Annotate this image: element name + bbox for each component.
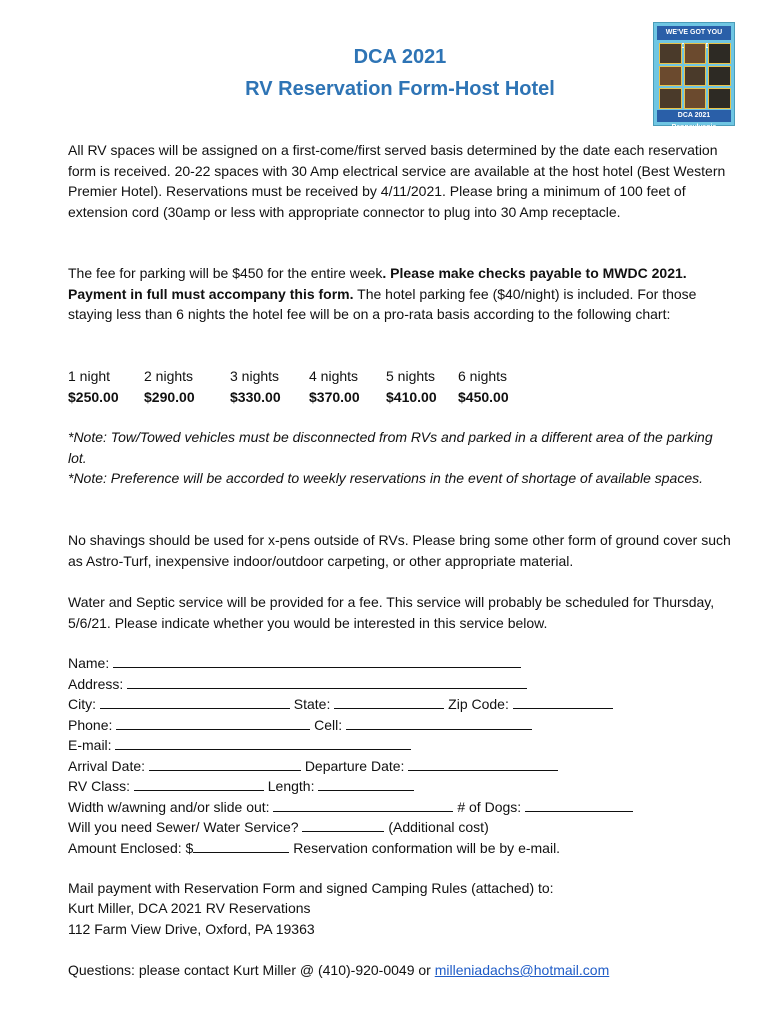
logo-dog-grid: [659, 43, 731, 109]
address-field[interactable]: [127, 674, 527, 689]
questions-text: Questions: please contact Kurt Miller @ (410)-920-0049 or: [68, 962, 435, 978]
dca-logo: [653, 22, 735, 131]
rate-price: $410.00: [386, 388, 437, 405]
arrival-label: Arrival Date:: [68, 758, 146, 774]
length-field[interactable]: [318, 776, 414, 791]
rv-class-label: RV Class:: [68, 778, 130, 794]
name-row: [68, 653, 521, 674]
rv-class-row: [68, 776, 414, 797]
city-field[interactable]: [100, 694, 290, 709]
cell-field[interactable]: [346, 715, 532, 730]
width-field[interactable]: [273, 797, 453, 812]
shavings-paragraph: No shavings should be used for x-pens outside of RVs. Please bring some other form of ground cover such as Astro-Turf, inexpensive indoor/outdoor carpeting, or other appropriate material.: [68, 532, 731, 569]
rv-class-field[interactable]: [134, 776, 264, 791]
departure-label: Departure Date:: [304, 758, 405, 774]
fee-text: The fee for parking will be $450 for the entire week: [68, 265, 383, 281]
state-field[interactable]: [334, 694, 444, 709]
mail-line-3: 112 Farm View Drive, Oxford, PA 19363: [68, 921, 315, 937]
width-label: Width w/awning and/or slide out:: [68, 799, 270, 815]
email-field[interactable]: [115, 735, 411, 750]
cell-label: Cell:: [314, 717, 343, 733]
arrival-field[interactable]: [149, 756, 301, 771]
rate-nights: 5 nights: [386, 368, 436, 384]
rate-5-nights: [386, 366, 437, 407]
phone-field[interactable]: [116, 715, 310, 730]
rate-nights: 1 night: [68, 368, 111, 384]
additional-cost-label: (Additional cost): [388, 819, 489, 835]
dogs-label: # of Dogs:: [457, 799, 522, 815]
sewer-label: Will you need Sewer/ Water Service?: [68, 819, 299, 835]
email-label: E-mail:: [68, 737, 112, 753]
logo-bottom-text: DCA 2021 Pennsylvania: [657, 110, 731, 122]
rate-4-nights: [309, 366, 360, 407]
dogs-field[interactable]: [525, 797, 633, 812]
width-dogs-row: [68, 797, 633, 818]
rate-3-nights: [230, 366, 281, 407]
rate-price: $330.00: [230, 388, 281, 405]
mail-line-1: Mail payment with Reservation Form and signed Camping Rules (attached) to:: [68, 880, 554, 896]
phone-label: Phone:: [68, 717, 113, 733]
rate-nights: 4 nights: [309, 368, 359, 384]
city-state-zip-row: [68, 694, 613, 715]
amount-label: Amount Enclosed: $: [68, 840, 194, 856]
sewer-field[interactable]: [302, 817, 384, 832]
intro-paragraph: All RV spaces will be assigned on a first-come/first served basis determined by the date each reservation form is received. 20-22 spaces with 30 Amp electrical service are available at the host hotel (Best Western Premier Hotel). Reservations must be received by 4/11/2021. Please bring a minimum of 100 feet of extension cord (30amp or less with appropriate connector to plug into 30 Amp receptacle.: [68, 142, 726, 220]
rate-price: $450.00: [458, 388, 509, 405]
contact-email-link[interactable]: milleniadachs@hotmail.com: [434, 962, 610, 978]
rate-nights: 6 nights: [458, 368, 508, 384]
zip-field[interactable]: [513, 694, 613, 709]
rate-2-nights: [144, 366, 195, 407]
fee-payable-text: . Please make checks payable to MWDC 2021. Payment in full must accompany this form.: [68, 265, 687, 302]
length-label: Length:: [267, 778, 315, 794]
address-label: Address:: [68, 676, 124, 692]
city-label: City:: [68, 696, 96, 712]
rate-1-night: [68, 366, 119, 407]
departure-field[interactable]: [408, 756, 558, 771]
amount-row: [68, 838, 560, 859]
mail-line-2: Kurt Miller, DCA 2021 RV Reservations: [68, 900, 311, 916]
sewer-row: [68, 817, 489, 838]
rate-nights: 3 nights: [230, 368, 280, 384]
zip-label: Zip Code:: [448, 696, 509, 712]
amount-field[interactable]: [193, 838, 289, 853]
phone-cell-row: [68, 715, 532, 736]
rate-6-nights: [458, 366, 509, 407]
fee-prorata-text: The hotel parking fee ($40/night) is included. For those staying less than 6 nights the hotel fee will be on a pro-rata basis according to the following chart:: [68, 285, 697, 322]
note-tow-vehicles: *Note: Tow/Towed vehicles must be disconnected from RVs and parked in a different area of the parking lot.: [68, 429, 713, 466]
questions-line: [68, 960, 609, 981]
rate-price: $370.00: [309, 388, 360, 405]
dates-row: [68, 756, 558, 777]
rate-nights: 2 nights: [144, 368, 194, 384]
water-septic-paragraph: Water and Septic service will be provided for a fee. This service will probably be scheduled for Thursday, 5/6/21. Please indicate whether you would be interested in this service below.: [68, 594, 715, 631]
note-preference: *Note: Preference will be accorded to weekly reservations in the event of shortage of available spaces.: [68, 470, 704, 486]
confirmation-text: Reservation conformation will be by e-mail.: [293, 840, 561, 856]
rate-price: $250.00: [68, 388, 119, 405]
form-title: RV Reservation Form-Host Hotel: [245, 78, 555, 100]
rate-price: $290.00: [144, 388, 195, 405]
logo-top-text: WE'VE GOT YOU: [657, 26, 731, 40]
name-field[interactable]: [113, 653, 521, 668]
address-row: [68, 674, 527, 695]
state-label: State:: [293, 696, 331, 712]
email-row: [68, 735, 411, 756]
name-label: Name:: [68, 655, 110, 671]
fee-paragraph: [68, 263, 733, 325]
form-title-year: DCA 2021: [353, 46, 447, 68]
